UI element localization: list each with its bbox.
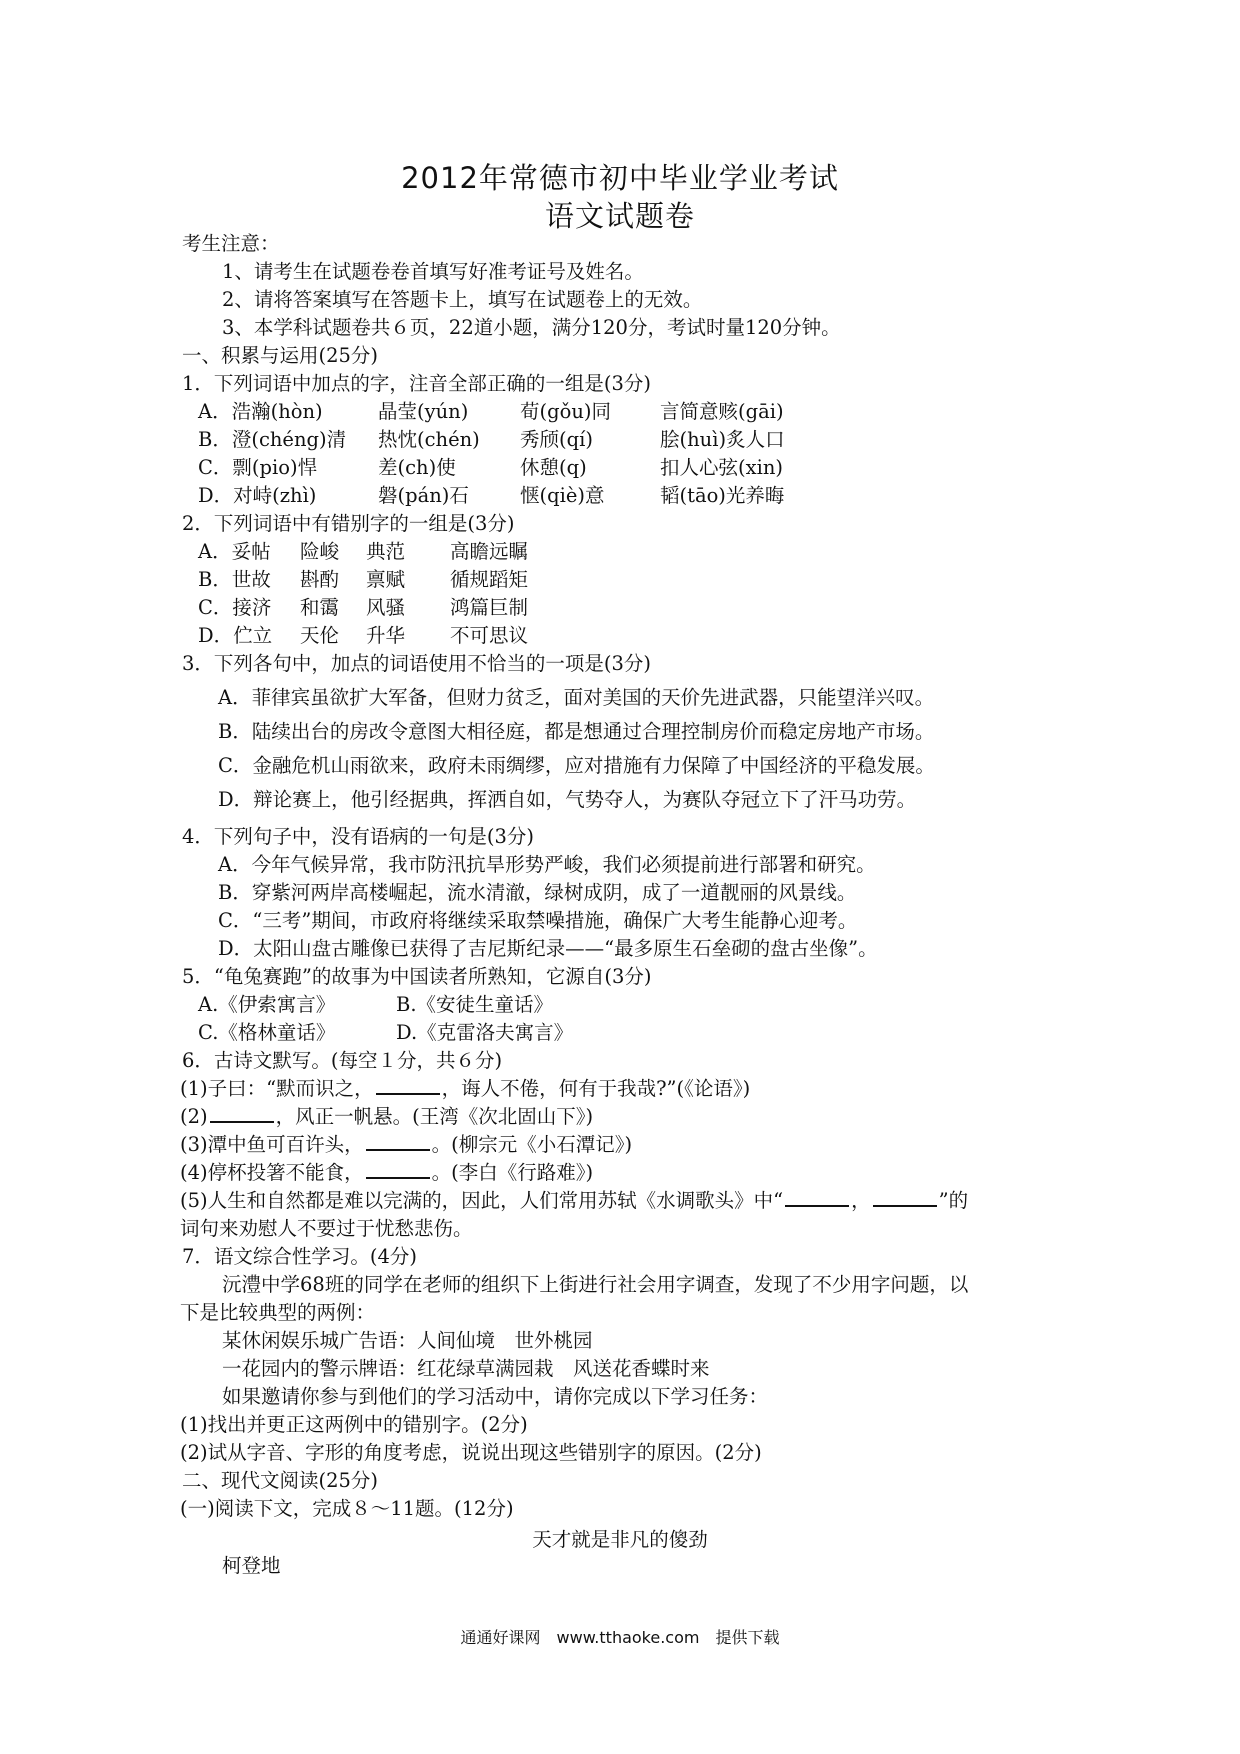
q2-option: 不可思议: [450, 624, 529, 647]
q6-line-3: [180, 1131, 1080, 1159]
q7-paragraph: 沅澧中学68班的同学在老师的组织下上街进行社会用字调查，发现了不少用字问题，以: [222, 1273, 969, 1296]
q1-option: 惬(qiè)意: [520, 484, 605, 507]
q5-option: A.《伊索寓言》: [198, 993, 336, 1016]
q2-option: A．妥帖: [198, 540, 271, 563]
q6-line-5-cont: 词句来劝慰人不要过于忧愁悲伤。: [180, 1217, 473, 1240]
q1-option: 休憩(q): [520, 456, 587, 479]
q7-task: (1)找出并更正这两例中的错别字。(2分): [180, 1413, 528, 1436]
q2-option: 循规蹈矩: [450, 568, 529, 591]
q7-example: 某休闲娱乐城广告语：人间仙境 世外桃园: [222, 1329, 593, 1352]
q4-option: C．“三考”期间，市政府将继续采取禁噪措施，确保广大考生能静心迎考。: [218, 909, 858, 932]
q3-option: B．陆续出台的房改令意图大相径庭，都是想通过合理控制房价而稳定房地产市场。: [218, 720, 935, 743]
q2-stem: 2．下列词语中有错别字的一组是(3分): [182, 512, 515, 535]
q1-row: [0, 398, 1240, 426]
q2-option: 鸿篇巨制: [450, 596, 529, 619]
q7-task: (2)试从字音、字形的角度考虑，说说出现这些错别字的原因。(2分): [180, 1441, 762, 1464]
q4-option: A．今年气候异常，我市防汛抗旱形势严峻，我们必须提前进行部署和研究。: [218, 853, 876, 876]
q6-text: (5)人生和自然都是难以完满的，因此，人们常用苏轼《水调歌头》中“: [180, 1189, 784, 1212]
q6-text: ，诲人不倦，何有于我哉?”(《论语》): [441, 1077, 751, 1100]
part-1-heading: (一)阅读下文，完成８～11题。(12分): [180, 1497, 514, 1520]
q1-option: A．浩瀚(hòn): [198, 400, 323, 423]
q4-stem: 4．下列句子中，没有语病的一句是(3分): [182, 825, 535, 848]
q1-option: 晶莹(yún): [378, 400, 469, 423]
q2-option: D．伫立: [198, 624, 273, 647]
q7-paragraph: 如果邀请你参与到他们的学习活动中，请你完成以下学习任务：: [222, 1385, 769, 1408]
section-1-heading: 一、积累与运用(25分): [182, 344, 379, 367]
q2-option: 高瞻远瞩: [450, 540, 529, 563]
q3-option: A．菲律宾虽欲扩大军备，但财力贫乏，面对美国的天价先进武器，只能望洋兴叹。: [218, 686, 935, 709]
q6-stem: 6．古诗文默写。(每空１分，共６分): [182, 1049, 503, 1072]
q2-option: 险峻: [300, 540, 340, 563]
q1-option: 扣人心弦(xin): [660, 456, 784, 479]
section-2-heading: 二、现代文阅读(25分): [182, 1469, 379, 1492]
q1-option: 秀颀(qí): [520, 428, 593, 451]
q2-option: 风骚: [366, 596, 406, 619]
q1-option: D．对峙(zhì): [198, 484, 317, 507]
q1-option: 韬(tāo)光养晦: [660, 484, 785, 507]
q6-line-4: [180, 1159, 1080, 1187]
q1-stem: 1．下列词语中加点的字，注音全部正确的一组是(3分): [182, 372, 652, 395]
exam-title: 2012年常德市初中毕业学业考试: [401, 161, 839, 195]
q2-option: 和霭: [300, 596, 340, 619]
q6-text: ，风正一帆悬。(王湾《次北固山下》): [275, 1105, 594, 1128]
q5-stem: 5．“龟兔赛跑”的故事为中国读者所熟知，它源自(3分): [182, 965, 652, 988]
q2-option: 禀赋: [366, 568, 406, 591]
q2-row: [0, 622, 1240, 650]
q1-row: [0, 482, 1240, 510]
q4-option: B．穿紫河两岸高楼崛起，流水清澈，绿树成阴，成了一道靓丽的风景线。: [218, 881, 857, 904]
q3-option: D．辩论赛上，他引经据典，挥洒自如，气势夺人，为赛队夺冠立下了汗马功劳。: [218, 788, 917, 811]
q2-option: C．接济: [198, 596, 272, 619]
answer-blank[interactable]: [366, 1159, 430, 1179]
q3-stem: 3．下列各句中，加点的词语使用不恰当的一项是(3分): [182, 652, 652, 675]
q5-row: [0, 991, 1240, 1019]
notice-heading: 考生注意：: [182, 232, 280, 255]
q6-text: (3)潭中鱼可百许头，: [180, 1133, 364, 1156]
q6-text: (4)停杯投箸不能食，: [180, 1161, 364, 1184]
notice-item: 1、请考生在试题卷卷首填写好准考证号及姓名。: [222, 260, 644, 283]
q2-row: [0, 538, 1240, 566]
q1-row: [0, 426, 1240, 454]
answer-blank[interactable]: [873, 1187, 937, 1207]
q1-option: 脍(huì)炙人口: [660, 428, 785, 451]
q6-text: (2): [180, 1105, 208, 1128]
q5-row: [0, 1019, 1240, 1047]
q1-option: C．剽(pio)悍: [198, 456, 318, 479]
q1-option: 热忱(chén): [378, 428, 480, 451]
q5-option: D.《克雷洛夫寓言》: [396, 1021, 574, 1044]
notice-item: 3、本学科试题卷共６页，22道小题，满分120分，考试时量120分钟。: [222, 316, 841, 339]
q2-option: 升华: [366, 624, 406, 647]
q1-option: B．澄(chéng)清: [198, 428, 347, 451]
answer-blank[interactable]: [785, 1187, 849, 1207]
q2-row: [0, 566, 1240, 594]
article-author: 柯登地: [222, 1554, 281, 1577]
q2-row: [0, 594, 1240, 622]
q7-paragraph: 下是比较典型的两例：: [180, 1301, 376, 1324]
q6-line-5: [180, 1187, 1080, 1215]
exam-subtitle: 语文试题卷: [544, 199, 695, 233]
q7-example: 一花园内的警示牌语：红花绿草满园栽 风送花香蝶时来: [222, 1357, 710, 1380]
q6-line-2: [180, 1103, 1080, 1131]
q6-text: 。(李白《行路难》): [431, 1161, 594, 1184]
q1-option: 荀(gǒu)同: [520, 400, 611, 423]
article-title: 天才就是非凡的傻劲: [532, 1528, 708, 1551]
notice-item: 2、请将答案填写在答题卡上，填写在试题卷上的无效。: [222, 288, 703, 311]
q7-stem: 7．语文综合性学习。(4分): [182, 1245, 418, 1268]
q1-option: 言简意赅(gāi): [660, 400, 784, 423]
q1-option: 差(ch)使: [378, 456, 456, 479]
page-footer: 通通好课网 www.tthaoke.com 提供下载: [460, 1628, 780, 1647]
answer-blank[interactable]: [210, 1103, 274, 1123]
q6-line-1: [180, 1075, 1080, 1103]
q5-option: B.《安徒生童话》: [396, 993, 554, 1016]
q6-text: ，: [851, 1189, 871, 1212]
q4-option: D．太阳山盘古雕像已获得了吉尼斯纪录——“最多原生石垒砌的盘古坐像”。: [218, 937, 878, 960]
q6-text: 。(柳宗元《小石潭记》): [431, 1133, 633, 1156]
q5-option: C.《格林童话》: [198, 1021, 336, 1044]
answer-blank[interactable]: [376, 1075, 440, 1095]
q2-option: 天伦: [300, 624, 340, 647]
q2-option: B．世故: [198, 568, 271, 591]
q6-text: (1)子曰：“默而识之，: [180, 1077, 374, 1100]
q6-text: ”的: [938, 1189, 969, 1212]
q1-option: 磐(pán)石: [378, 484, 469, 507]
q3-option: C．金融危机山雨欲来，政府未雨绸缪，应对措施有力保障了中国经济的平稳发展。: [218, 754, 935, 777]
q2-option: 斟酌: [300, 568, 340, 591]
q1-row: [0, 454, 1240, 482]
q2-option: 典范: [366, 540, 406, 563]
answer-blank[interactable]: [366, 1131, 430, 1151]
